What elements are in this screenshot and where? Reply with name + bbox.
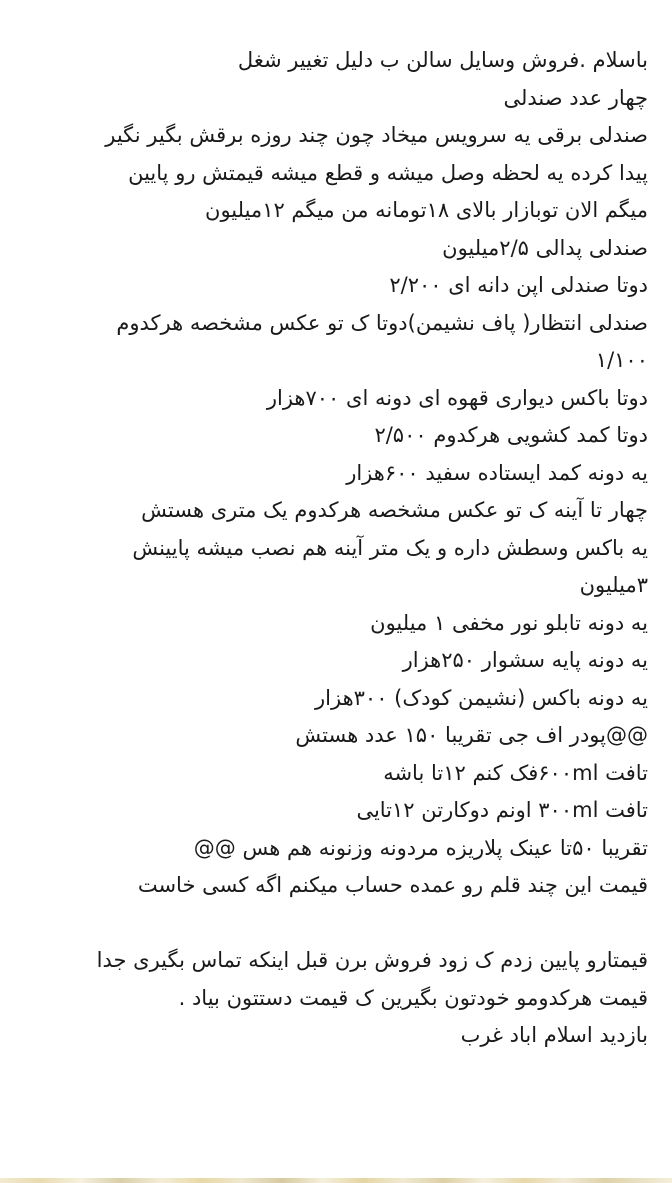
text-line-electric-chair-price: میگم الان توبازار بالای ۱۸تومانه من میگم ۱۲میلیون [205,198,648,222]
text-line-pedal-chair: صندلی پدالی ۲/۵میلیون [442,235,648,260]
image-preview-edge [0,1178,672,1183]
text-line-hairspray-600: تافت ۶۰۰mlفک کنم ۱۲تا باشه [383,760,648,785]
text-line-drawer-cabinets: دوتا کمد کشویی هرکدوم ۲/۵۰۰ [374,423,648,447]
blank-line [40,905,648,943]
text-line-greeting: باسلام .فروش وسایل سالن ب دلیل تغییر شغل [237,48,648,72]
text-line-kids-seat: یه دونه باکس (نشیمن کودک) ۳۰۰هزار [315,685,648,710]
text-line-fg-powder: @@پودر اف جی تقریبا ۱۵۰ عدد هستش [295,723,648,747]
text-line-price-note-cont: قیمت هرکدومو خودتون بگیرین ک قیمت دستتون بیاد . [178,985,648,1010]
text-line-price-note: قیمتارو پایین زدم ک زود فروش برن قبل اینکه تماس بگیری جدا [96,948,648,972]
text-line-mirrors: چهار تا آینه ک تو عکس مشخصه هرکدوم یک متری هستش [141,498,648,522]
text-line-dryer-stand: یه دونه پایه سشوار ۲۵۰هزار [402,648,648,672]
text-line-wall-boxes: دوتا باکس دیواری قهوه ای دونه ای ۷۰۰هزار [266,385,648,410]
text-line-electric-chair-cont: پیدا کرده یه لحظه وصل میشه و قطع میشه قیمتش رو پایین [128,160,648,185]
text-line-sunglasses: تقریبا ۵۰تا عینک پلاریزه مردونه وزنونه هم هس @@ [193,835,648,860]
text-line-visit-location: بازدید اسلام اباد غرب [460,1023,648,1047]
text-line-light-board: یه دونه تابلو نور مخفی ۱ میلیون [370,610,648,635]
text-line-wholesale-note: قیمت این چند قلم رو عمده حساب میکنم اگه کسی خاست [137,873,648,897]
text-line-waiting-chairs-price: ۱/۱۰۰ [595,348,648,372]
text-line-hairspray-300: تافت ۳۰۰ml اونم دوکارتن ۱۲تایی [356,798,648,822]
text-line-chairs-count: چهار عدد صندلی [503,85,648,110]
text-line-open-chairs: دوتا صندلی اپن دانه ای ۲/۲۰۰ [389,273,648,297]
post-description [40,42,648,1055]
text-line-waiting-chairs: صندلی انتظار( پاف نشیمن)دوتا ک تو عکس مشخصه هرکدوم [116,310,648,335]
text-line-mirrors-cont: یه باکس وسطش داره و یک متر آینه هم نصب میشه پایینش [132,535,648,560]
text-line-mirrors-price: ۳میلیون [579,573,648,597]
text-line-electric-chair: صندلی برقی یه سرویس میخاد چون چند روزه برقش بگیر نگیر [105,123,648,147]
text-line-standing-cabinet: یه دونه کمد ایستاده سفید ۶۰۰هزار [346,460,648,485]
